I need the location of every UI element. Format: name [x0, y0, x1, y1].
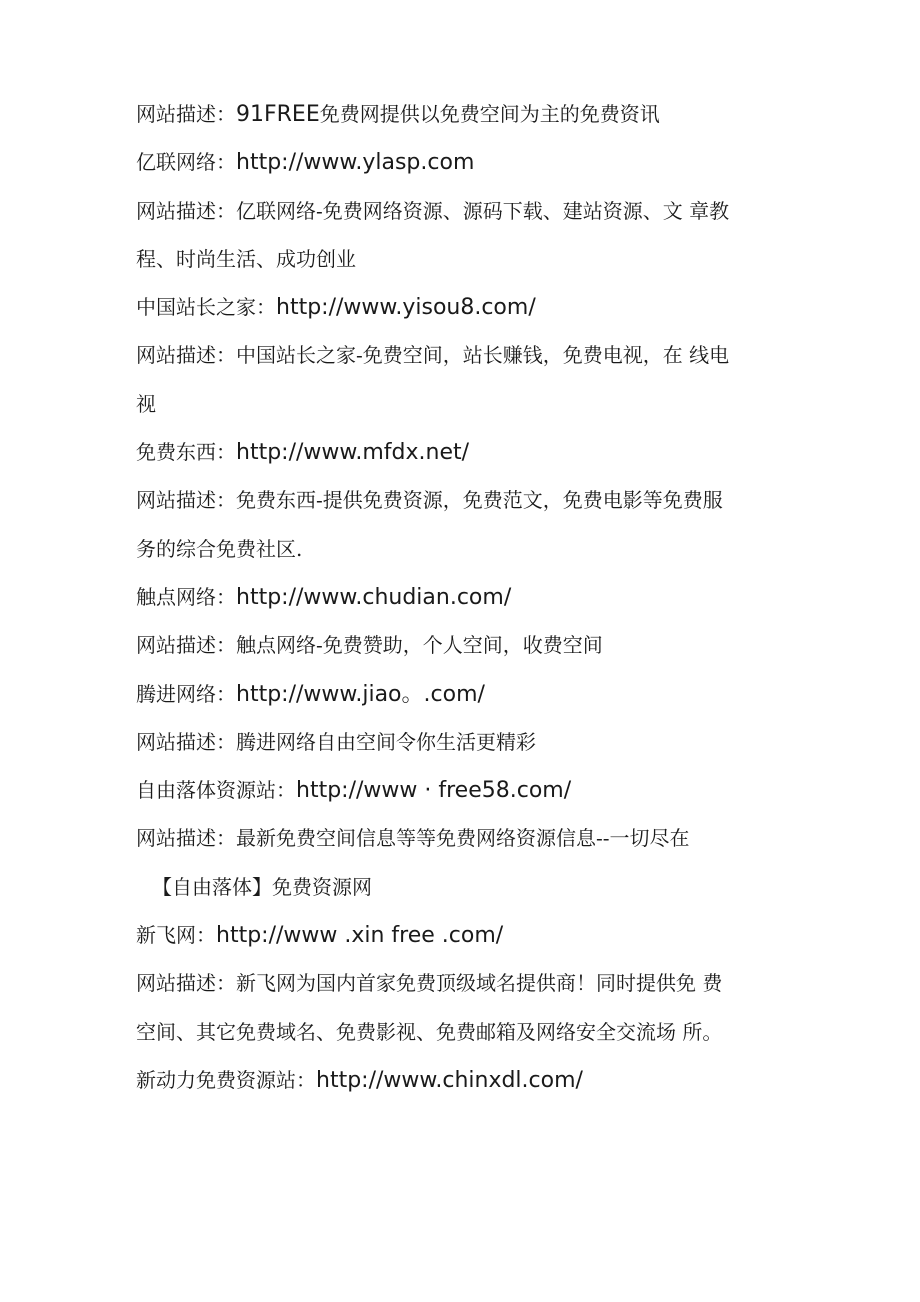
site-description-continued: 空间、其它免费域名、免费影视、免费邮箱及网络安全交流场 所。 — [136, 1019, 723, 1044]
site-entry — [136, 1056, 796, 1104]
site-entry — [136, 670, 796, 718]
site-url: http://www.jiao。.com/ — [236, 681, 485, 707]
site-name: 新动力免费资源站： — [136, 1067, 316, 1092]
description-prefix: 网站描述： — [136, 102, 236, 126]
site-description-continued: 【自由落体】免费资源网 — [152, 874, 372, 899]
site-url: http://www .xin free .com/ — [216, 923, 504, 949]
site-name: 免费东西： — [136, 440, 236, 465]
site-description: 网站描述：中国站长之家-免费空间，站长赚钱，免费电视，在 线电 — [136, 343, 730, 368]
site-name: 中国站长之家： — [136, 295, 276, 320]
site-description-continued: 视 — [136, 391, 156, 416]
site-entry — [136, 911, 796, 959]
site-entry — [136, 138, 796, 186]
site-description-continued: 务的综合免费社区. — [136, 536, 303, 561]
site-description: 网站描述：新飞网为国内首家免费顶级域名提供商！同时提供免 费 — [136, 971, 723, 996]
site-name: 新飞网： — [136, 923, 216, 948]
site-url: http://www.yisou8.com/ — [276, 295, 536, 321]
document-body — [136, 90, 796, 1104]
description-brand: 91FREE — [236, 102, 320, 127]
site-entry — [136, 428, 796, 476]
site-url: http://www.mfdx.net/ — [236, 440, 470, 466]
site-name: 腾进网络： — [136, 681, 236, 706]
site-description: 网站描述：腾进网络自由空间令你生活更精彩 — [136, 729, 536, 754]
site-url: http://www · free58.com/ — [296, 778, 572, 804]
site-entry — [136, 573, 796, 621]
site-description: 网站描述：亿联网络-免费网络资源、源码下载、建站资源、文 章教 — [136, 198, 730, 223]
site-description — [136, 90, 796, 138]
site-url: http://www.chinxdl.com/ — [316, 1067, 583, 1093]
site-name: 触点网络： — [136, 584, 236, 609]
site-name: 亿联网络： — [136, 150, 236, 175]
site-url: http://www.chudian.com/ — [236, 584, 512, 610]
site-entry — [136, 766, 796, 814]
site-entry — [136, 283, 796, 331]
site-description-continued: 程、时尚生活、成功创业 — [136, 246, 356, 271]
site-name: 自由落体资源站： — [136, 778, 296, 803]
site-url: http://www.ylasp.com — [236, 150, 475, 176]
site-description: 网站描述：触点网络-免费赞助，个人空间，收费空间 — [136, 633, 603, 658]
description-text: 免费网提供以免费空间为主的免费资讯 — [319, 102, 660, 126]
site-description: 网站描述：免费东西-提供免费资源，免费范文，免费电影等免费服 — [136, 488, 723, 513]
site-description: 网站描述：最新免费空间信息等等免费网络资源信息--一切尽在 — [136, 826, 690, 851]
